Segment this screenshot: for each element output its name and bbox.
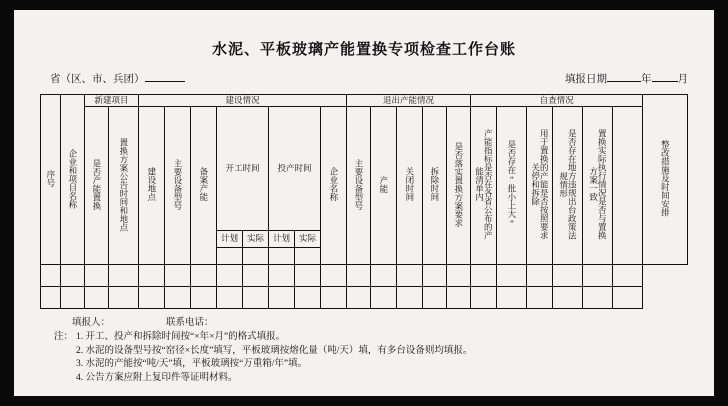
col-seq: 序号	[41, 95, 61, 265]
cell-spacer	[217, 247, 243, 264]
cell[interactable]	[613, 286, 643, 308]
cell[interactable]	[447, 286, 471, 308]
cell[interactable]	[371, 264, 397, 286]
cell[interactable]	[165, 264, 191, 286]
col-build-equipment: 主要设备型号	[165, 106, 191, 264]
ledger-table	[40, 94, 688, 309]
cell[interactable]	[61, 264, 85, 286]
cell[interactable]	[269, 286, 295, 308]
cell-spacer	[269, 247, 295, 264]
cell[interactable]	[191, 264, 217, 286]
col-announcement: 置换方案公告时间和地点	[109, 106, 139, 264]
table-row[interactable]	[41, 264, 688, 286]
col-exit-equipment: 主要设备型号	[347, 106, 371, 264]
cell[interactable]	[527, 286, 553, 308]
cell[interactable]	[497, 286, 527, 308]
cell[interactable]	[471, 286, 497, 308]
cell[interactable]	[321, 264, 347, 286]
notes-indent	[54, 345, 76, 359]
province-field: 省（区、市、兵团）	[50, 71, 185, 86]
col-rectification: 整改措施及时间安排	[643, 95, 688, 265]
note-item: 4. 公告方案应附上复印件等证明材料。	[76, 373, 238, 384]
cell[interactable]	[295, 286, 321, 308]
col-self-6: 置换实际执行情况是否与置换方案一致	[583, 106, 613, 264]
col-exit-capacity: 产能	[371, 106, 397, 264]
cell-spacer	[243, 247, 269, 264]
cell[interactable]	[471, 264, 497, 286]
cell[interactable]	[371, 286, 397, 308]
cell[interactable]	[269, 264, 295, 286]
group-exit: 退出产能情况	[347, 95, 471, 107]
col-self-2: 产能指标是否在各省公布的产能清单内	[471, 106, 497, 264]
cell[interactable]	[347, 264, 371, 286]
cell[interactable]	[139, 286, 165, 308]
footer-fields	[14, 314, 714, 328]
cell[interactable]	[497, 264, 527, 286]
table-header-row-groups	[41, 95, 688, 107]
date-field: 填报日期 年 月	[565, 74, 688, 85]
col-build-capacity: 备案产能	[191, 106, 217, 264]
cell[interactable]	[447, 264, 471, 286]
cell[interactable]	[583, 264, 613, 286]
col-exit-demolish-time: 拆除时间	[423, 106, 447, 264]
col-prod-actual: 实际	[295, 230, 321, 247]
subgroup-production-time: 投产时间	[269, 106, 321, 230]
col-is-replacement: 是否产能置换	[85, 106, 109, 264]
cell[interactable]	[61, 286, 85, 308]
note-item: 3. 水泥的产能按“吨/天”填，平板玻璃按“万重箱/年”填。	[76, 359, 308, 370]
col-start-actual: 实际	[243, 230, 269, 247]
col-exit-close-time: 关闭时间	[397, 106, 423, 264]
col-self-1: 是否落实置换方案要求	[447, 106, 471, 264]
notes-indent	[54, 358, 76, 372]
col-self-4: 用于置换的产能是否按照要求关停和拆除	[527, 106, 553, 264]
notes-label: 注：	[54, 331, 74, 342]
cell-spacer	[295, 247, 321, 264]
cell[interactable]	[583, 286, 613, 308]
table-row[interactable]	[41, 286, 688, 308]
cell[interactable]	[295, 264, 321, 286]
col-exit-company: 企业名称	[321, 106, 347, 264]
cell[interactable]	[191, 286, 217, 308]
cell[interactable]	[553, 286, 583, 308]
cell[interactable]	[243, 264, 269, 286]
col-company-name: 企业和项目名称	[61, 95, 85, 265]
cell[interactable]	[139, 264, 165, 286]
subheader	[14, 71, 714, 86]
col-self-3: 是否存在“批小上大”	[497, 106, 527, 264]
cell[interactable]	[527, 264, 553, 286]
cell[interactable]	[109, 264, 139, 286]
filler-label: 填报人：	[72, 317, 111, 328]
phone-label: 联系电话：	[166, 317, 214, 328]
cell[interactable]	[613, 264, 643, 286]
cell[interactable]	[217, 264, 243, 286]
cell[interactable]	[423, 264, 447, 286]
col-self-5: 是否存在地方违规出台政策法规情形	[553, 106, 583, 264]
col-build-location: 建设地点	[139, 106, 165, 264]
col-prod-plan: 计划	[269, 230, 295, 247]
cell[interactable]	[85, 264, 109, 286]
cell[interactable]	[321, 286, 347, 308]
cell[interactable]	[553, 264, 583, 286]
cell[interactable]	[165, 286, 191, 308]
note-item: 1. 开工、投产和拆除时间按“×年×月”的格式填报。	[76, 331, 286, 342]
col-start-plan: 计划	[217, 230, 243, 247]
cell[interactable]	[423, 286, 447, 308]
cell[interactable]	[243, 286, 269, 308]
note-item: 2. 水泥的设备型号按“窑径×长度”填写，平板玻璃按熔化量（吨/天）填，有多台设备则均填报。	[76, 345, 473, 356]
group-self-check: 自查情况	[471, 95, 643, 107]
cell[interactable]	[217, 286, 243, 308]
cell[interactable]	[397, 286, 423, 308]
cell[interactable]	[397, 264, 423, 286]
notes-indent	[54, 372, 76, 386]
page-title: 水泥、平板玻璃产能置换专项检查工作台账	[211, 42, 516, 58]
cell[interactable]	[41, 264, 61, 286]
cell[interactable]	[85, 286, 109, 308]
group-new-project: 新建项目	[85, 95, 139, 107]
notes-block	[14, 331, 714, 386]
cell[interactable]	[109, 286, 139, 308]
table-header-row-sub	[41, 106, 688, 230]
document-page	[14, 10, 714, 396]
cell[interactable]	[41, 286, 61, 308]
subgroup-start-time: 开工时间	[217, 106, 269, 230]
group-construction: 建设情况	[139, 95, 347, 107]
cell[interactable]	[347, 286, 371, 308]
